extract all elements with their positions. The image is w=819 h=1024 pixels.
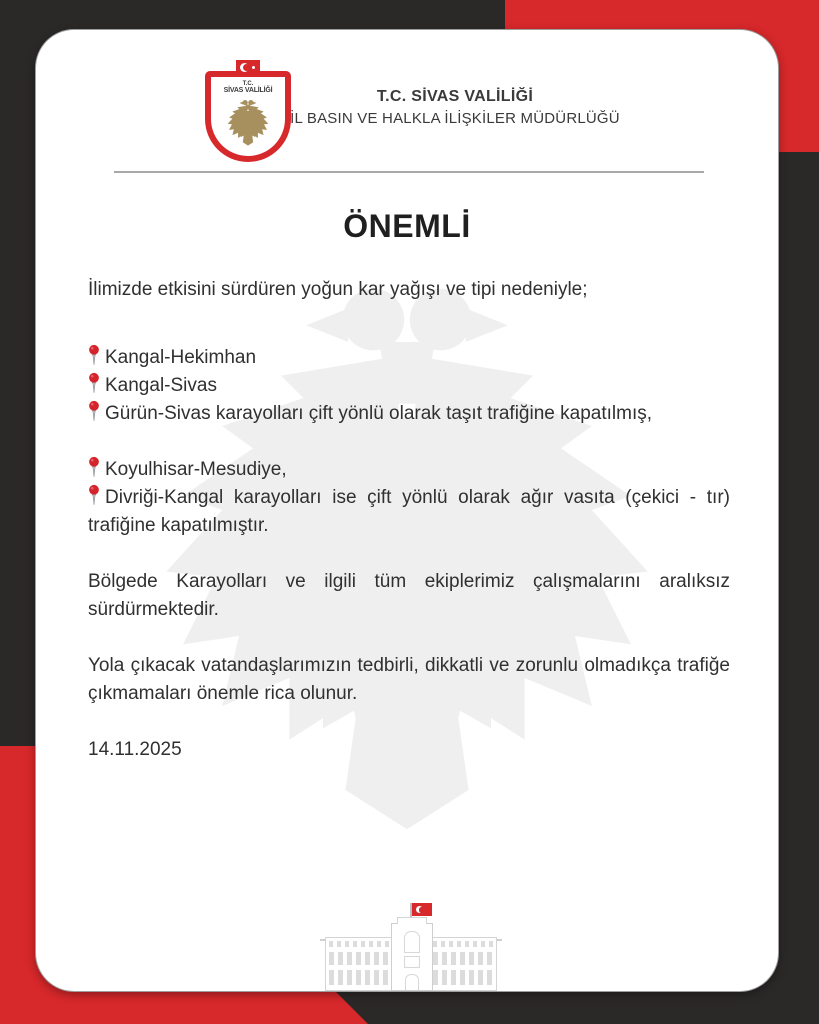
list-item (88, 400, 730, 428)
window-row (433, 952, 493, 965)
emblem-name-label: SİVAS VALİLİĞİ (223, 87, 273, 94)
header-divider (114, 171, 704, 173)
intro-paragraph: İlimizde etkisini sürdüren yoğun kar yağışı ve tipi nedeniyle; (88, 279, 588, 300)
round-pushpin-icon (88, 400, 100, 423)
org-title: T.C. SİVAS VALİLİĞİ (376, 88, 534, 105)
closed-roads-all-traffic-list (88, 344, 730, 428)
tower-arch-window (404, 931, 420, 953)
window-row (433, 941, 493, 947)
round-pushpin-icon (88, 456, 100, 479)
tower-door (405, 974, 419, 990)
road-name: Kangal-Sivas (105, 375, 217, 396)
org-subtitle: İL BASIN VE HALKLA İLİŞKİLER MÜDÜRLÜĞÜ (290, 110, 620, 127)
building-left-wing (325, 937, 393, 991)
tower-window (404, 956, 420, 968)
flag-star (252, 66, 255, 69)
round-pushpin-icon (88, 344, 100, 367)
window-row (433, 970, 493, 985)
building-center-tower (391, 923, 433, 991)
building-right-wing (429, 937, 497, 991)
turkish-flag-icon (412, 903, 432, 916)
list-item (88, 484, 730, 540)
turkish-flag-icon (236, 60, 260, 75)
advice-paragraph: Yola çıkacak vatandaşlarımızın tedbirli, dikkatli ve zorunlu olmadıkça trafiğe çıkmamaları önemle rica olunur. (88, 655, 730, 704)
round-pushpin-icon (88, 372, 100, 395)
tower-pediment (397, 917, 427, 924)
road-name: Divriği-Kangal karayolları ise çift yönlü olarak ağır vasıta (çekici - tır) trafiğine kapatılmıştır. (88, 487, 730, 536)
road-name: Koyulhisar-Mesudiye, (105, 459, 287, 480)
road-name: Gürün-Sivas karayolları çift yönlü olarak taşıt trafiğine kapatılmış, (105, 403, 653, 424)
info-paragraph: Bölgede Karayolları ve ilgili tüm ekiplerimiz çalışmalarını aralıksız sürdürmektedir. (88, 571, 730, 620)
list-item (88, 456, 730, 484)
road-name: Kangal-Hekimhan (105, 347, 257, 368)
governorship-building-illustration (325, 903, 497, 991)
notice-body (88, 276, 730, 764)
list-item (88, 372, 730, 400)
emblem-tc-label: T.C. (242, 81, 254, 87)
closed-roads-heavy-vehicles-list (88, 456, 730, 540)
window-row (329, 970, 389, 985)
window-row (329, 941, 389, 947)
announcement-card (36, 30, 778, 991)
window-row (329, 952, 389, 965)
round-pushpin-icon (88, 484, 100, 507)
notice-headline: ÖNEMLİ (343, 208, 471, 244)
notice-date: 14.11.2025 (88, 739, 182, 760)
list-item (88, 344, 730, 372)
